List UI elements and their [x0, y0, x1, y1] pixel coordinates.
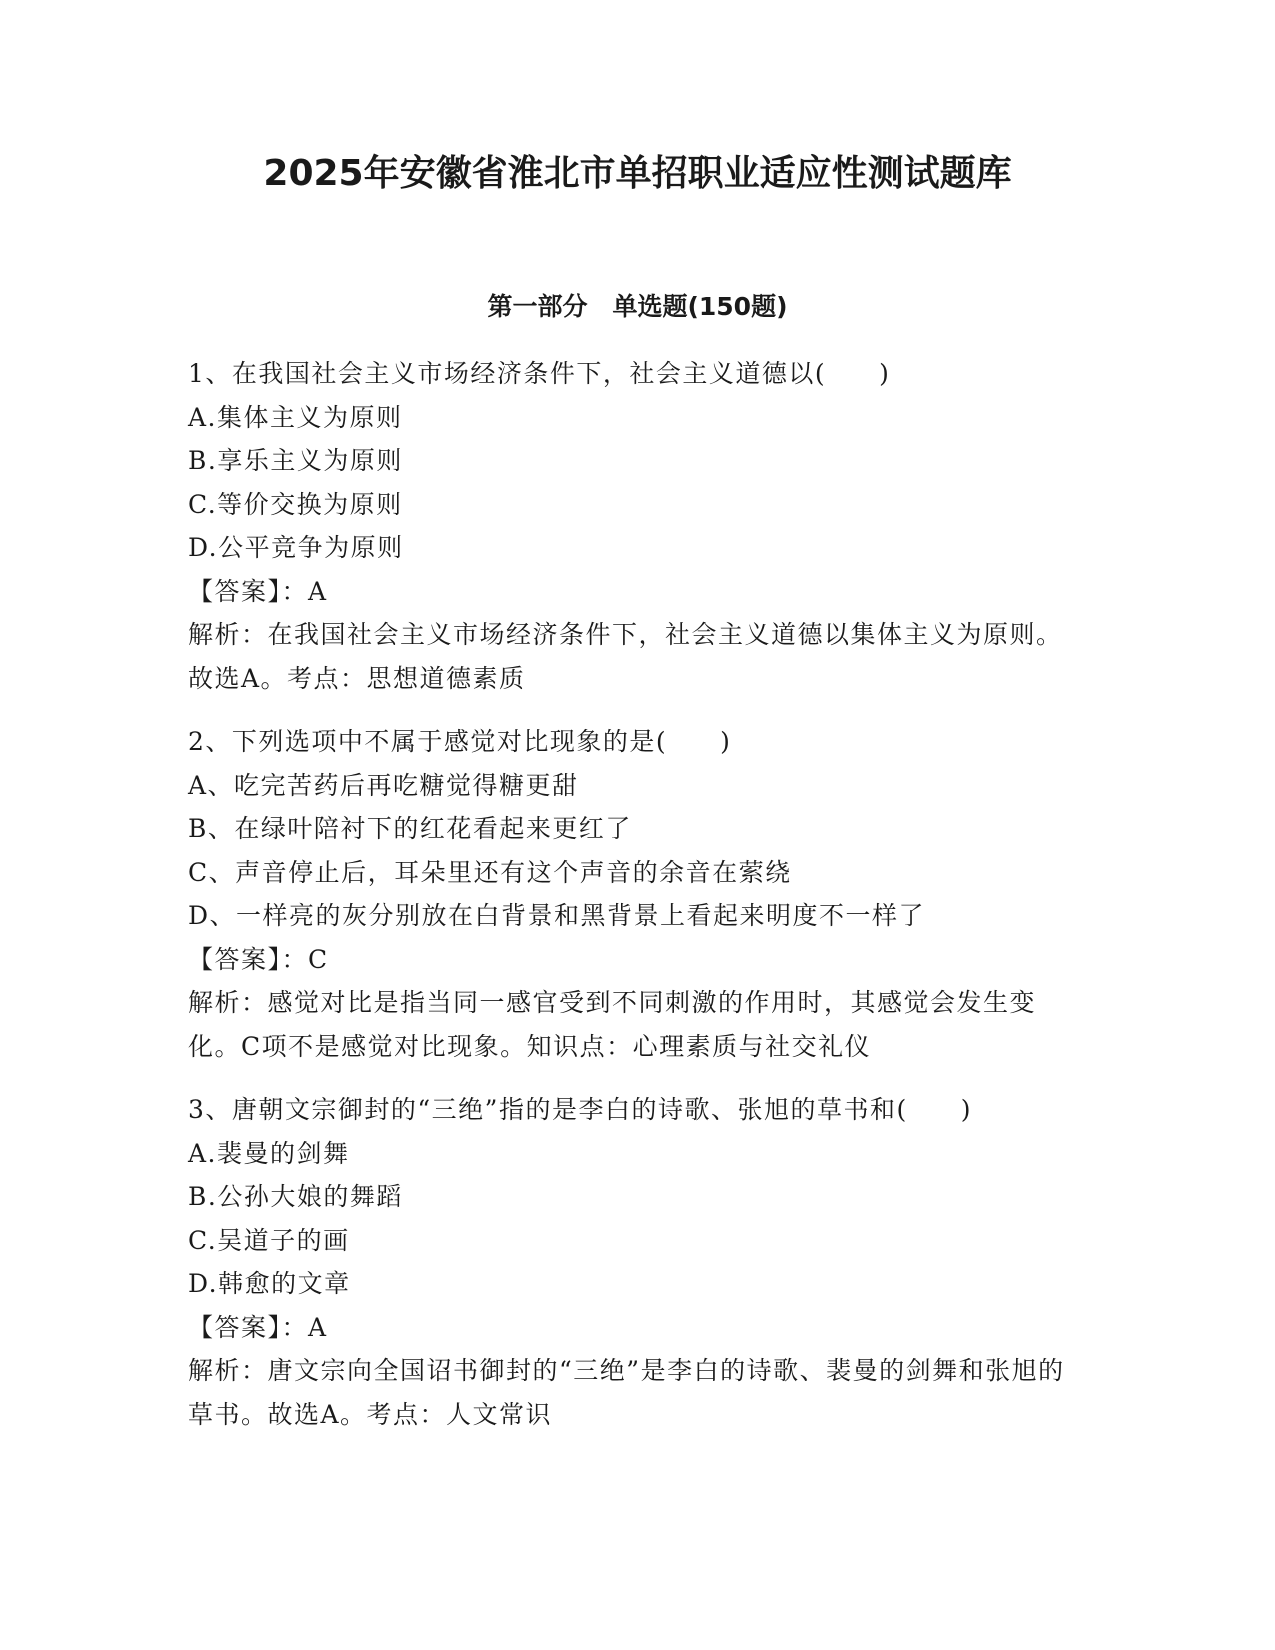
- answer: 【答案】：A: [188, 576, 328, 606]
- section-title: 第一部分 单选题(150题): [487, 292, 788, 321]
- option-b: B.公孙大娘的舞蹈: [188, 1182, 403, 1211]
- question-list: [188, 352, 1088, 1456]
- question-1: [188, 352, 1088, 700]
- explanation: 解析：感觉对比是指当同一感官受到不同刺激的作用时，其感觉会发生变化。C项不是感觉对比现象。知识点：心理素质与社交礼仪: [188, 988, 1037, 1061]
- option-c: C.吴道子的画: [188, 1225, 350, 1255]
- explanation: 解析：在我国社会主义市场经济条件下，社会主义道德以集体主义为原则。故选A。考点：思想道德素质: [188, 620, 1063, 693]
- question-2: [188, 720, 1088, 1068]
- explanation: 解析：唐文宗向全国诏书御封的“三绝”是李白的诗歌、裴曼的剑舞和张旭的草书。故选A。考点：人文常识: [188, 1356, 1065, 1429]
- option-d: D.韩愈的文章: [188, 1269, 351, 1298]
- option-a: A.裴曼的剑舞: [188, 1138, 350, 1168]
- option-a: A、吃完苦药后再吃糖觉得糖更甜: [188, 770, 579, 800]
- option-b: B.享乐主义为原则: [188, 446, 403, 475]
- document-title: 2025年安徽省淮北市单招职业适应性测试题库: [263, 153, 1012, 194]
- option-b: B、在绿叶陪衬下的红花看起来更红了: [188, 814, 632, 843]
- question-stem: 2、下列选项中不属于感觉对比现象的是( ): [188, 727, 732, 756]
- question-stem: 3、唐朝文宗御封的“三绝”指的是李白的诗歌、张旭的草书和( ): [188, 1095, 972, 1124]
- answer: 【答案】：C: [188, 944, 329, 974]
- option-a: A.集体主义为原则: [188, 402, 403, 432]
- answer: 【答案】：A: [188, 1312, 328, 1342]
- option-c: C、声音停止后，耳朵里还有这个声音的余音在萦绕: [188, 857, 792, 887]
- option-d: D、一样亮的灰分别放在白背景和黑背景上看起来明度不一样了: [188, 901, 926, 930]
- option-d: D.公平竞争为原则: [188, 533, 404, 562]
- option-c: C.等价交换为原则: [188, 489, 403, 519]
- question-3: [188, 1088, 1088, 1436]
- question-stem: 1、在我国社会主义市场经济条件下，社会主义道德以( ): [188, 359, 891, 388]
